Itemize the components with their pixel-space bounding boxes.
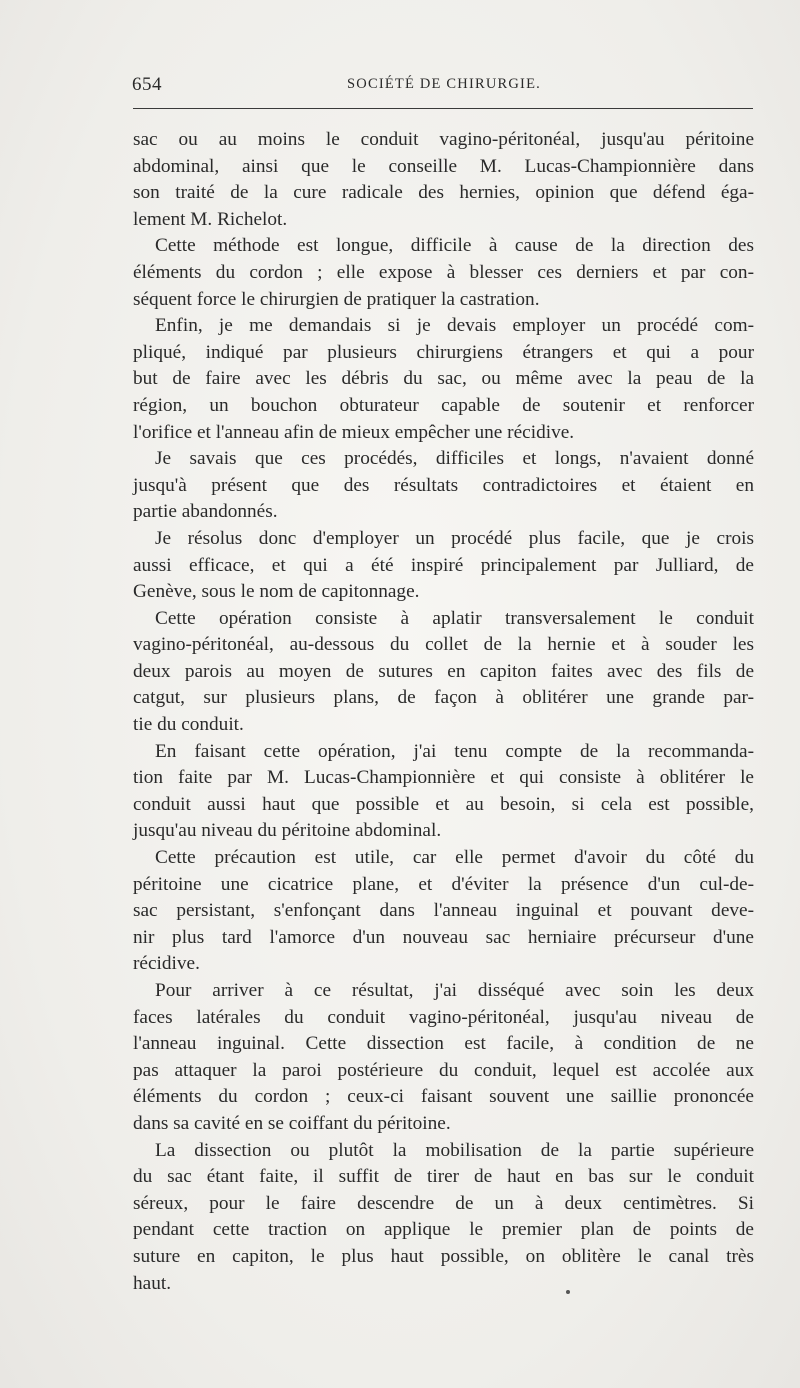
text-line: pendant cette traction on applique le premier plan de points de [133, 1219, 754, 1241]
text-line: faces latérales du conduit vagino-péritonéal, jusqu'au niveau de [133, 1006, 754, 1028]
text-line: Cette précaution est utile, car elle permet d'avoir du côté du [155, 847, 754, 869]
text-line: tion faite par M. Lucas-Championnière et qui consiste à oblitérer le [133, 767, 754, 789]
text-line: sac ou au moins le conduit vagino-péritonéal, jusqu'au péritoine [133, 129, 754, 150]
text-line: région, un bouchon obturateur capable de soutenir et renforcer [133, 394, 754, 416]
text-line: conduit aussi haut que possible et au besoin, si cela est possible, [133, 793, 754, 815]
text-line: du sac étant faite, il suffit de tirer de haut en bas sur le conduit [133, 1166, 754, 1188]
text-line: Cette méthode est longue, difficile à cause de la direction des [155, 235, 754, 257]
text-line: pliqué, indiqué par plusieurs chirurgiens étrangers et qui a pour [133, 341, 754, 363]
text-line: l'anneau inguinal. Cette dissection est facile, à condition de ne [133, 1033, 754, 1055]
ink-speck [566, 1290, 570, 1294]
text-line: deux parois au moyen de sutures en capiton faites avec des fils de [133, 660, 754, 682]
text-line: jusqu'à présent que des résultats contradictoires et étaient en [133, 474, 754, 496]
text-line: abdominal, ainsi que le conseille M. Lucas-Championnière dans [133, 155, 754, 177]
page-number: 654 [132, 74, 162, 95]
text-line: catgut, sur plusieurs plans, de façon à oblitérer une grande par- [133, 687, 754, 709]
text-line: son traité de la cure radicale des hernies, opinion que défend éga- [133, 182, 754, 204]
text-line: Cette opération consiste à aplatir transversalement le conduit [155, 607, 754, 629]
text-line: Je savais que ces procédés, difficiles et longs, n'avaient donné [155, 448, 754, 470]
running-title: SOCIÉTÉ DE CHIRURGIE. [347, 76, 541, 92]
text-line: vagino-péritonéal, au-dessous du collet de la hernie et à souder les [133, 634, 754, 656]
text-line: Pour arriver à ce résultat, j'ai disséqué avec soin les deux [155, 980, 754, 1001]
text-line: En faisant cette opération, j'ai tenu compte de la recommanda- [155, 740, 754, 762]
text-line: aussi efficace, et qui a été inspiré principalement par Julliard, de [133, 554, 754, 576]
text-line: suture en capiton, le plus haut possible, on oblitère le canal très [133, 1245, 754, 1267]
text-line: péritoine une cicatrice plane, et d'éviter la présence d'un cul-de- [133, 873, 754, 895]
text-line: La dissection ou plutôt la mobilisation de la partie supérieure [155, 1139, 754, 1161]
text-line: Enfin, je me demandais si je devais employer un procédé com- [155, 315, 754, 337]
text-line: haut. [133, 1272, 172, 1294]
text-line: tie du conduit. [133, 714, 244, 736]
text-line: nir plus tard l'amorce d'un nouveau sac herniaire précurseur d'une [133, 926, 754, 948]
text-line: partie abandonnés. [133, 501, 278, 523]
text-line: Je résolus donc d'employer un procédé plus facile, que je crois [155, 527, 754, 549]
text-line: séquent force le chirurgien de pratiquer la castration. [133, 288, 540, 310]
body-text [133, 127, 754, 1297]
text-line: séreux, pour le faire descendre de un à deux centimètres. Si [133, 1192, 754, 1214]
text-line: éléments du cordon ; elle expose à blesser ces derniers et par con- [133, 261, 754, 283]
text-line: pas attaquer la paroi postérieure du conduit, lequel est accolée aux [133, 1059, 754, 1081]
text-line: récidive. [133, 953, 200, 975]
text-line: lement M. Richelot. [133, 208, 288, 230]
page-header [132, 74, 756, 100]
text-line: l'orifice et l'anneau afin de mieux empêcher une récidive. [133, 421, 575, 443]
text-line: sac persistant, s'enfonçant dans l'anneau inguinal et pouvant deve- [133, 900, 754, 922]
text-line: dans sa cavité en se coiffant du péritoine. [133, 1112, 451, 1134]
header-rule [133, 108, 753, 109]
text-line: éléments du cordon ; ceux-ci faisant souvent une saillie prononcée [133, 1086, 754, 1108]
text-line: jusqu'au niveau du péritoine abdominal. [133, 820, 442, 842]
text-line: Genève, sous le nom de capitonnage. [133, 581, 420, 603]
text-line: but de faire avec les débris du sac, ou même avec la peau de la [133, 368, 754, 390]
